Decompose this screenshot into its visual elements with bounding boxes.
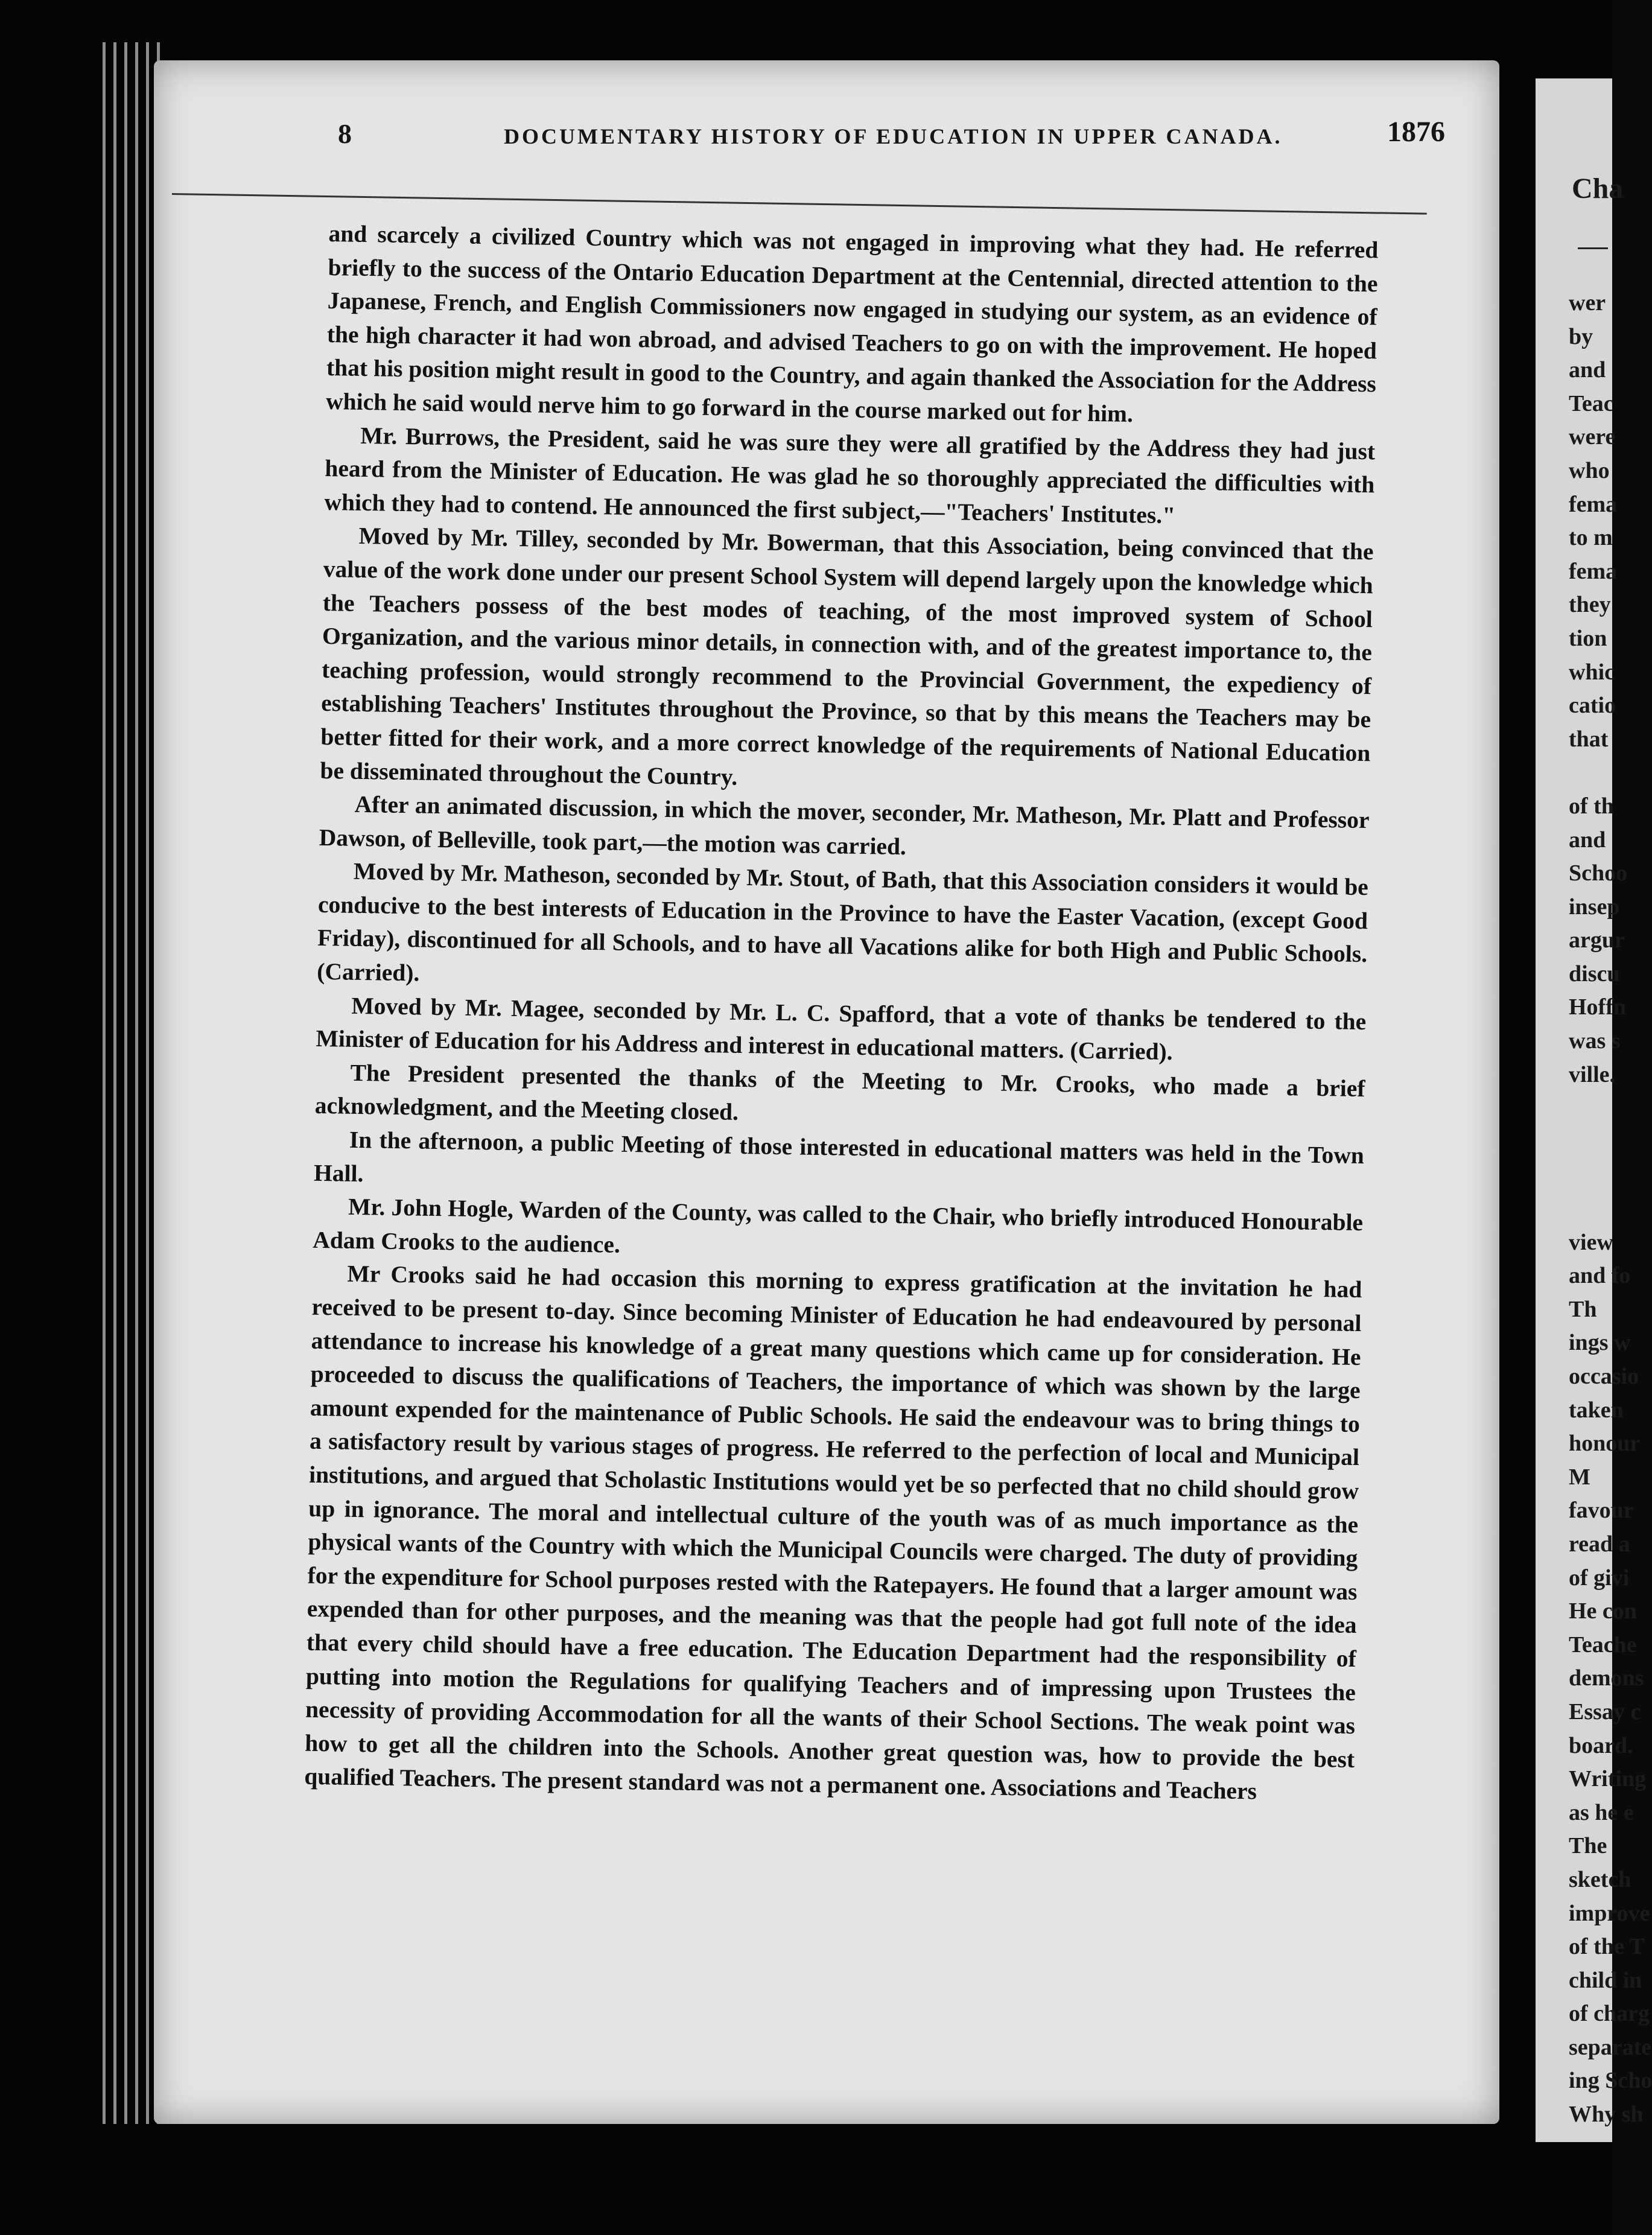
- right-page-line: of charg: [1569, 2001, 1650, 2027]
- right-page-lines: [1569, 287, 1652, 2132]
- right-page-line: Schoo: [1569, 860, 1628, 886]
- paragraph: After an animated discussion, in which the mover, seconder, Mr. Matheson, Mr. Platt and Professor Dawson, of Belleville, took part,—the motion was carried.: [319, 790, 1370, 860]
- right-page-line: were: [1569, 424, 1616, 450]
- right-page-line: view: [1569, 1229, 1613, 1255]
- right-page-line: Why sh: [1569, 2102, 1644, 2128]
- right-page-line: taken: [1569, 1397, 1624, 1423]
- right-page-line: favour: [1569, 1498, 1634, 1524]
- right-page-line: The: [1569, 1833, 1607, 1859]
- right-page-line: ings w: [1569, 1330, 1631, 1356]
- right-page-rule: [1578, 247, 1608, 249]
- paragraph: Moved by Mr. Matheson, seconded by Mr. Stout, of Bath, that this Association considers it would be conducive to the best interests of Education in the Province to have the Easter Vacation, (except Good Friday), discontinued for all Schools, and to have all Vacations alike for both High and Public Schools. (Carried).: [317, 858, 1369, 987]
- right-page-line: wer: [1569, 290, 1606, 316]
- right-page-line: tion: [1569, 625, 1607, 651]
- right-page-line: improve: [1569, 1900, 1650, 1926]
- right-page-line: by: [1569, 323, 1593, 349]
- right-page-line: ville.: [1569, 1061, 1616, 1087]
- right-page-line: Writing: [1569, 1766, 1647, 1792]
- right-page-line: [1569, 1125, 1652, 1159]
- right-page-line: [1569, 756, 1652, 790]
- right-page-line: as he e: [1569, 1799, 1634, 1825]
- right-page-line: Hoffn: [1569, 994, 1626, 1020]
- right-page-line: argur: [1569, 927, 1625, 953]
- right-page-line: whic: [1569, 659, 1615, 685]
- right-page-line: was s: [1569, 1028, 1621, 1054]
- right-page-line: they: [1569, 592, 1611, 618]
- right-page-line: Teache: [1569, 1632, 1637, 1658]
- paragraph: and scarcely a civilized Country which was not engaged in improving what they had. He referred briefly to the success of the Ontario Education Department at the Centennial, directed attention to the Japanese, French, and English Commissioners now engaged in studying our system, as an evidence of the high character it had won abroad, and advised Teachers to go on with the improvement. He hoped that his position might result in good to the Country, and again thanked the Association for the Address which he said would nerve him to go forward in the course marked out for him.: [325, 220, 1379, 427]
- header-year: 1876: [1387, 116, 1445, 148]
- right-page-line: He con: [1569, 1598, 1637, 1624]
- body-text: [300, 217, 1379, 2044]
- right-page-line: of givi: [1569, 1565, 1630, 1591]
- right-page-heading: Cha: [1572, 173, 1624, 205]
- right-page-line: and: [1569, 827, 1606, 853]
- right-page-line: [1569, 1159, 1652, 1192]
- paragraph: Moved by Mr. Tilley, seconded by Mr. Bowerman, that this Association, being convinced that the value of the work done under our present School System will depend largely upon the knowledge which the Teachers possess of the best modes of teaching, of the most improved system of School Organization, and the various minor details, in connection with, and of the greatest importance to, the teaching profession, would strongly recommend to the Provincial Government, the expediency of establishing Teachers' Institutes throughout the Province, so that by this means the Teachers may be better fitted for their work, and a more correct knowledge of the requirements of National Education be disseminated throughout the Country.: [320, 523, 1374, 790]
- right-page-line: fema: [1569, 558, 1618, 584]
- right-page-line: fema: [1569, 491, 1618, 517]
- right-page-line: of th: [1569, 793, 1614, 819]
- right-page-line: honour: [1569, 1431, 1641, 1457]
- page-number: 8: [338, 118, 352, 149]
- right-page-line: catio: [1569, 693, 1616, 719]
- right-page-line: that: [1569, 726, 1609, 752]
- right-page-line: of the T: [1569, 1934, 1645, 1960]
- right-page-line: discu: [1569, 961, 1620, 987]
- right-page-fragment: [1536, 78, 1652, 2142]
- right-page-line: insep: [1569, 894, 1620, 920]
- page-header: [190, 106, 1445, 196]
- paragraph: Moved by Mr. Magee, seconded by Mr. L. C. Spafford, that a vote of thanks be tendered to the Minister of Education for his Address and interest in educational matters. (Carried).: [316, 992, 1367, 1066]
- right-page-line: read a: [1569, 1531, 1630, 1557]
- right-page-line: [1569, 1192, 1652, 1226]
- right-page-line: to m: [1569, 525, 1613, 551]
- right-page-line: and: [1569, 357, 1606, 383]
- paragraph: The President presented the thanks of the Meeting to Mr. Crooks, who made a brief acknowledgment, and the Meeting closed.: [314, 1059, 1365, 1126]
- paragraph: Mr. Burrows, the President, said he was sure they were all gratified by the Address they had just heard from the Minister of Education. He was glad he so thoroughly appreciated the difficulties with which they had to contend. He announced the first subject,—"Teachers' Institutes.": [324, 422, 1376, 529]
- right-page-line: Essay c: [1569, 1699, 1641, 1725]
- paragraph: Mr Crooks said he had occasion this morning to express gratification at the invitation he had received to be present to-day. Since becoming Minister of Education he had endeavoured by personal attendance to increase his knowledge of a great many questions which came up for consideration. He proceeded to discuss the qualifications of Teachers, the importance of which was shown by the large amount expended for the maintenance of Public Schools. He said the endeavour was to bring things to a satisfactory result by various stages of progress. He referred to the perfection of local and Municipal institutions, and argued that Scholastic Institutions would yet be so perfected that no child should grow up in ignorance. The moral and intellectual culture of the youth was of as much importance as the physical wants of the Country with which the Municipal Councils were charged. The duty of providing for the expenditure for School purposes rested with the Ratepayers. He found that a larger amount was expended than for other purposes, and the meaning was that the people had got full note of the idea that every child should have a free education. The Education Department had the responsibility of putting into motion the Regulations for qualifying Teachers and of impressing upon Trustees the necessity of providing Accommodation for all the wants of their School Sections. The weak point was how to get all the children into the Schools. Another great question was, how to provide the best qualified Teachers. The present standard was not a permanent one. Associations and Teachers: [304, 1261, 1362, 1805]
- running-title: DOCUMENTARY HISTORY OF EDUCATION IN UPPER CANADA.: [504, 124, 1283, 148]
- right-page-line: occasio: [1569, 1364, 1639, 1389]
- paragraph: In the afternoon, a public Meeting of those interested in educational matters was held in the Town Hall.: [313, 1126, 1365, 1187]
- right-page-line: and fo: [1569, 1263, 1631, 1289]
- paragraph: Mr. John Hogle, Warden of the County, was called to the Chair, who briefly introduced Honourable Adam Crooks to the audience.: [313, 1193, 1364, 1258]
- right-page-line: who: [1569, 457, 1610, 483]
- right-page-line: M: [1569, 1464, 1590, 1490]
- right-page-line: Teac: [1569, 390, 1614, 416]
- right-page-line: ing Scho: [1569, 2068, 1652, 2094]
- right-page-line: child in: [1569, 1967, 1642, 1993]
- right-page-line: Th: [1569, 1296, 1597, 1322]
- right-page-line: [1569, 1092, 1652, 1125]
- right-page-line: demons: [1569, 1665, 1644, 1691]
- right-page-line: sketch: [1569, 1866, 1631, 1892]
- right-page-line: separate: [1569, 2034, 1652, 2060]
- right-page-line: board.: [1569, 1732, 1633, 1758]
